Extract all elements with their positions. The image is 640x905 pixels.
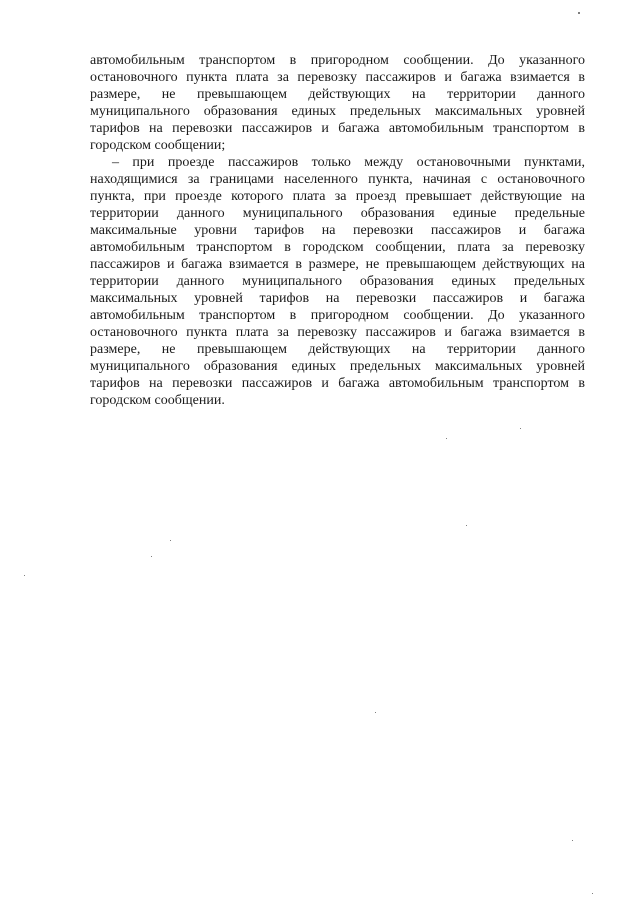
text-line: территории данного муниципального образования единых предельных (90, 274, 585, 289)
text-line: муниципального образования единых предельных максимальных уровней (90, 104, 585, 119)
text-line: размере, не превышающем действующих на территории данного (90, 87, 585, 102)
text-line: автомобильным транспортом в городском сообщении, плата за перевозку (90, 240, 585, 255)
scan-speck (466, 525, 467, 526)
scan-speck (375, 712, 376, 713)
text-line: городском сообщении. (90, 393, 225, 408)
text-line: максимальные уровни тарифов на перевозки пассажиров и багажа (90, 223, 585, 238)
scan-speck (520, 428, 521, 429)
scan-speck (578, 12, 580, 14)
paragraph (90, 154, 585, 409)
scan-speck (24, 575, 25, 576)
scan-speck (592, 893, 593, 894)
text-line: муниципального образования единых предельных максимальных уровней (90, 359, 585, 374)
text-line: максимальных уровней тарифов на перевозки пассажиров и багажа (90, 291, 585, 306)
scan-speck (170, 540, 171, 541)
paragraph (90, 52, 585, 154)
text-line: остановочного пункта плата за перевозку пассажиров и багажа взимается в (90, 70, 585, 85)
scan-speck (151, 556, 152, 557)
text-line: остановочного пункта плата за перевозку пассажиров и багажа взимается в (90, 325, 585, 340)
text-line: находящимися за границами населенного пункта, начиная с остановочного (90, 172, 585, 187)
text-line: – при проезде пассажиров только между остановочными пунктами, (112, 155, 585, 170)
text-line: городском сообщении; (90, 138, 226, 153)
text-line: размере, не превышающем действующих на территории данного (90, 342, 585, 357)
text-line: автомобильным транспортом в пригородном сообщении. До указанного (90, 308, 585, 323)
document-body (90, 52, 585, 409)
text-line: территории данного муниципального образования единые предельные (90, 206, 585, 221)
text-line: тарифов на перевозки пассажиров и багажа автомобильным транспортом в (90, 121, 585, 136)
text-line: пункта, при проезде которого плата за проезд превышает действующие на (90, 189, 585, 204)
text-line: автомобильным транспортом в пригородном сообщении. До указанного (90, 53, 585, 68)
scan-speck (446, 438, 447, 439)
text-line: пассажиров и багажа взимается в размере, не превышающем действующих на (90, 257, 585, 272)
text-line: тарифов на перевозки пассажиров и багажа автомобильным транспортом в (90, 376, 585, 391)
scan-speck (572, 840, 573, 841)
